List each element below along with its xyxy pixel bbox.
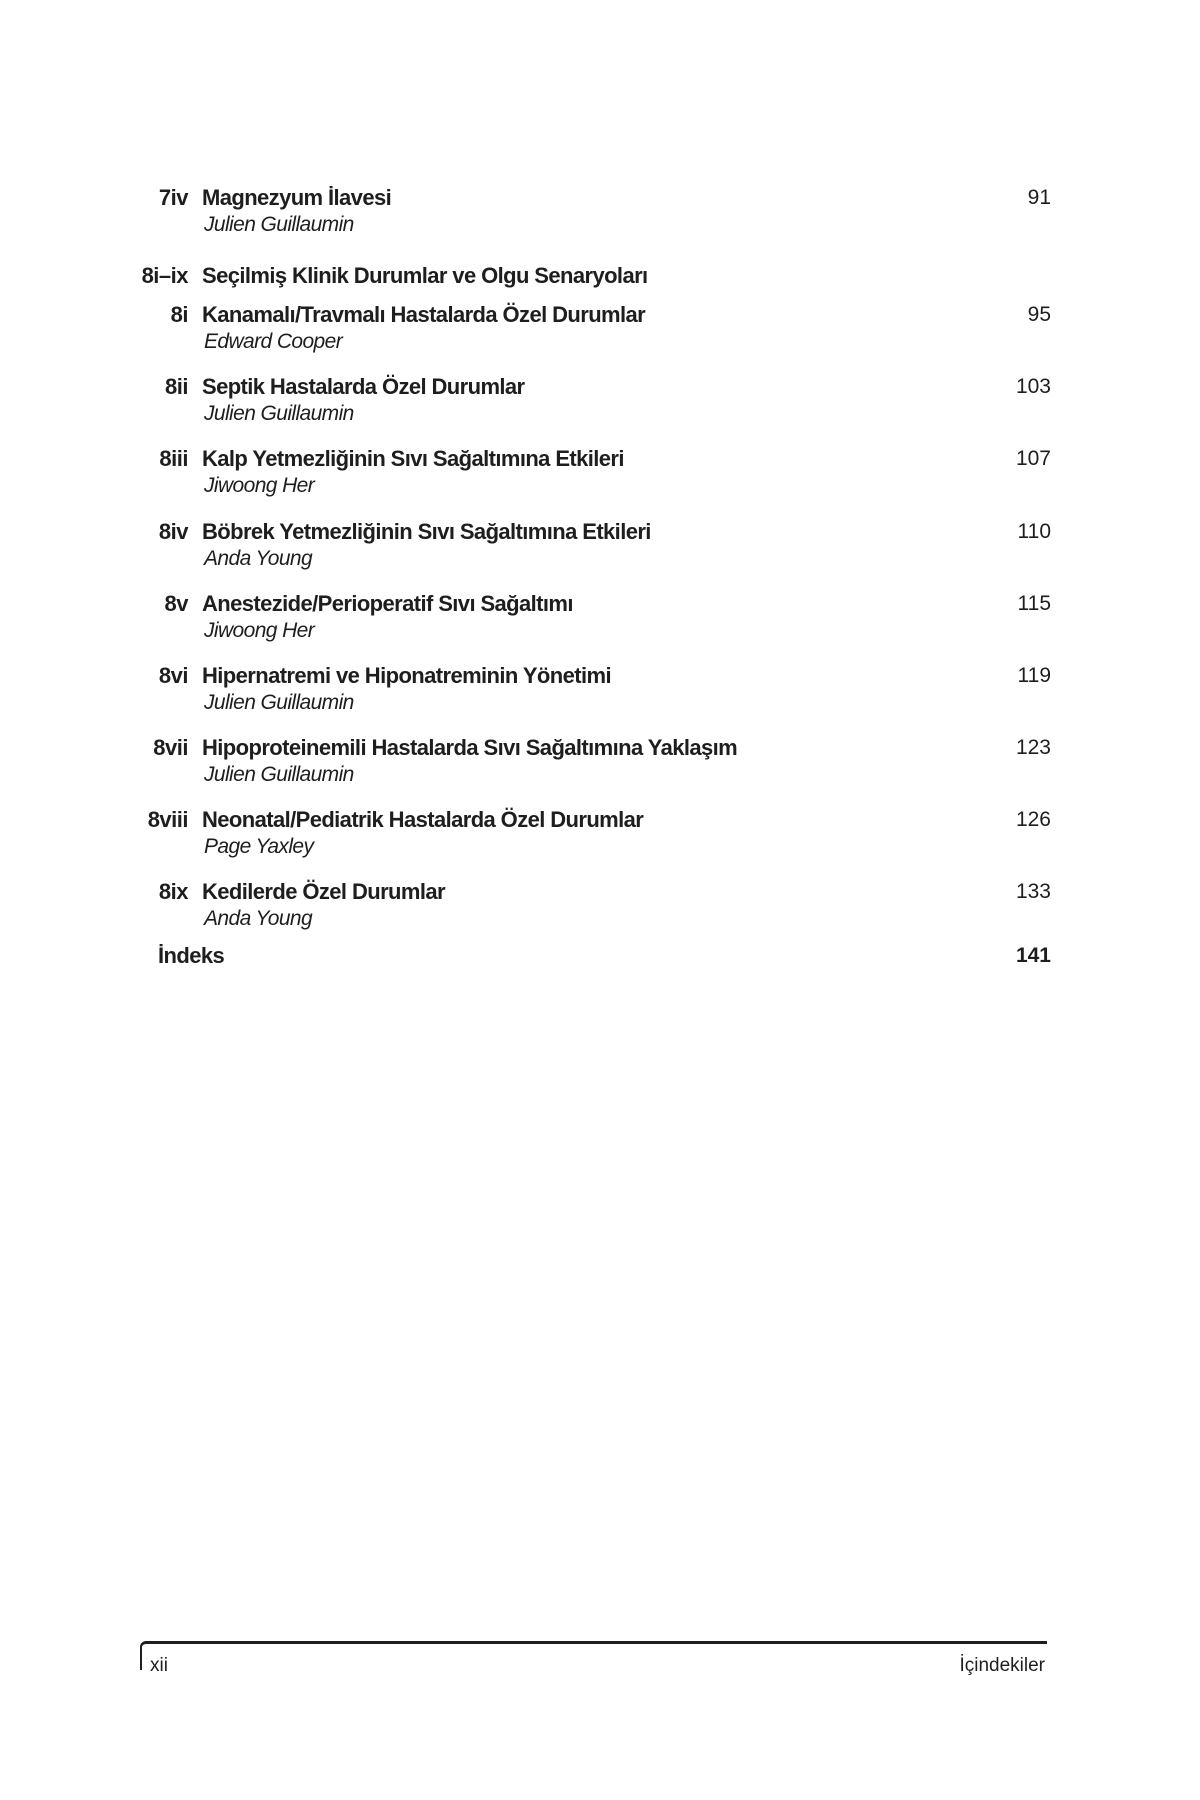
toc-entry-number: 8i–ix [141, 263, 188, 288]
toc-entry-number: 8ii [165, 374, 188, 399]
toc-entry-title: Septik Hastalarda Özel Durumlar [202, 374, 525, 399]
toc-entry-author: Anda Young [204, 907, 313, 930]
toc-entry-author: Julien Guillaumin [204, 763, 354, 786]
toc-entry-author: Edward Cooper [204, 330, 343, 353]
toc-entry-number: 8ix [158, 879, 188, 904]
toc-entry-title: Hipernatremi ve Hiponatreminin Yönetimi [202, 663, 611, 688]
toc-entry-number: 8vi [158, 663, 188, 688]
footer-page-number: xii [150, 1655, 168, 1676]
toc-entry-page-number: 110 [1017, 520, 1051, 543]
toc-entry-page-number: 119 [1017, 664, 1051, 687]
toc-entry-title: Kalp Yetmezliğinin Sıvı Sağaltımına Etkileri [202, 446, 624, 471]
toc-entry-author: Jiwoong Her [204, 474, 315, 497]
toc-entry-author: Anda Young [204, 547, 313, 570]
toc-entry-number: 8viii [147, 807, 188, 832]
footer-section-title: İçindekiler [959, 1655, 1045, 1676]
toc-entry-number: 8vii [153, 735, 188, 760]
index-page-number: 141 [1015, 944, 1051, 967]
toc-entry-author: Page Yaxley [204, 835, 314, 858]
toc-entry-page-number: 123 [1015, 736, 1051, 759]
toc-entry-number: 8iii [159, 446, 188, 471]
toc-entry-title: Böbrek Yetmezliğinin Sıvı Sağaltımına Etkileri [202, 519, 651, 544]
toc-entry-page-number: 133 [1015, 880, 1051, 903]
toc-entry-title: Kanamalı/Travmalı Hastalarda Özel Durumlar [202, 302, 646, 327]
toc-entry-author: Julien Guillaumin [204, 402, 354, 425]
toc-entry-title: Magnezyum İlavesi [202, 185, 392, 210]
toc-entry-title: Anestezide/Perioperatif Sıvı Sağaltımı [202, 591, 573, 616]
toc-entry-title: Seçilmiş Klinik Durumlar ve Olgu Senaryoları [202, 263, 648, 288]
toc-entry-page-number: 126 [1015, 808, 1051, 831]
footer-rule [140, 1641, 1047, 1670]
toc-entry-page-number: 91 [1027, 186, 1051, 209]
toc-entry-author: Julien Guillaumin [204, 213, 354, 236]
toc-entry-number: 8v [164, 591, 188, 616]
toc-entry-number: 7iv [158, 185, 188, 210]
toc-entry-title: Hipoproteinemili Hastalarda Sıvı Sağaltımına Yaklaşım [202, 735, 738, 760]
toc-entry-author: Jiwoong Her [204, 619, 315, 642]
toc-entry-page-number: 107 [1015, 447, 1051, 470]
toc-entry-title: Neonatal/Pediatrik Hastalarda Özel Durumlar [202, 807, 644, 832]
toc-entry-number: 8iv [158, 519, 188, 544]
toc-entry-title: Kedilerde Özel Durumlar [202, 879, 445, 904]
toc-entry-number: 8i [170, 302, 188, 327]
toc-entry-page-number: 115 [1017, 592, 1051, 615]
toc-entry-author: Julien Guillaumin [204, 691, 354, 714]
index-label: İndeks [158, 943, 225, 968]
toc-entry-page-number: 95 [1027, 303, 1051, 326]
toc-entry-page-number: 103 [1015, 375, 1051, 398]
